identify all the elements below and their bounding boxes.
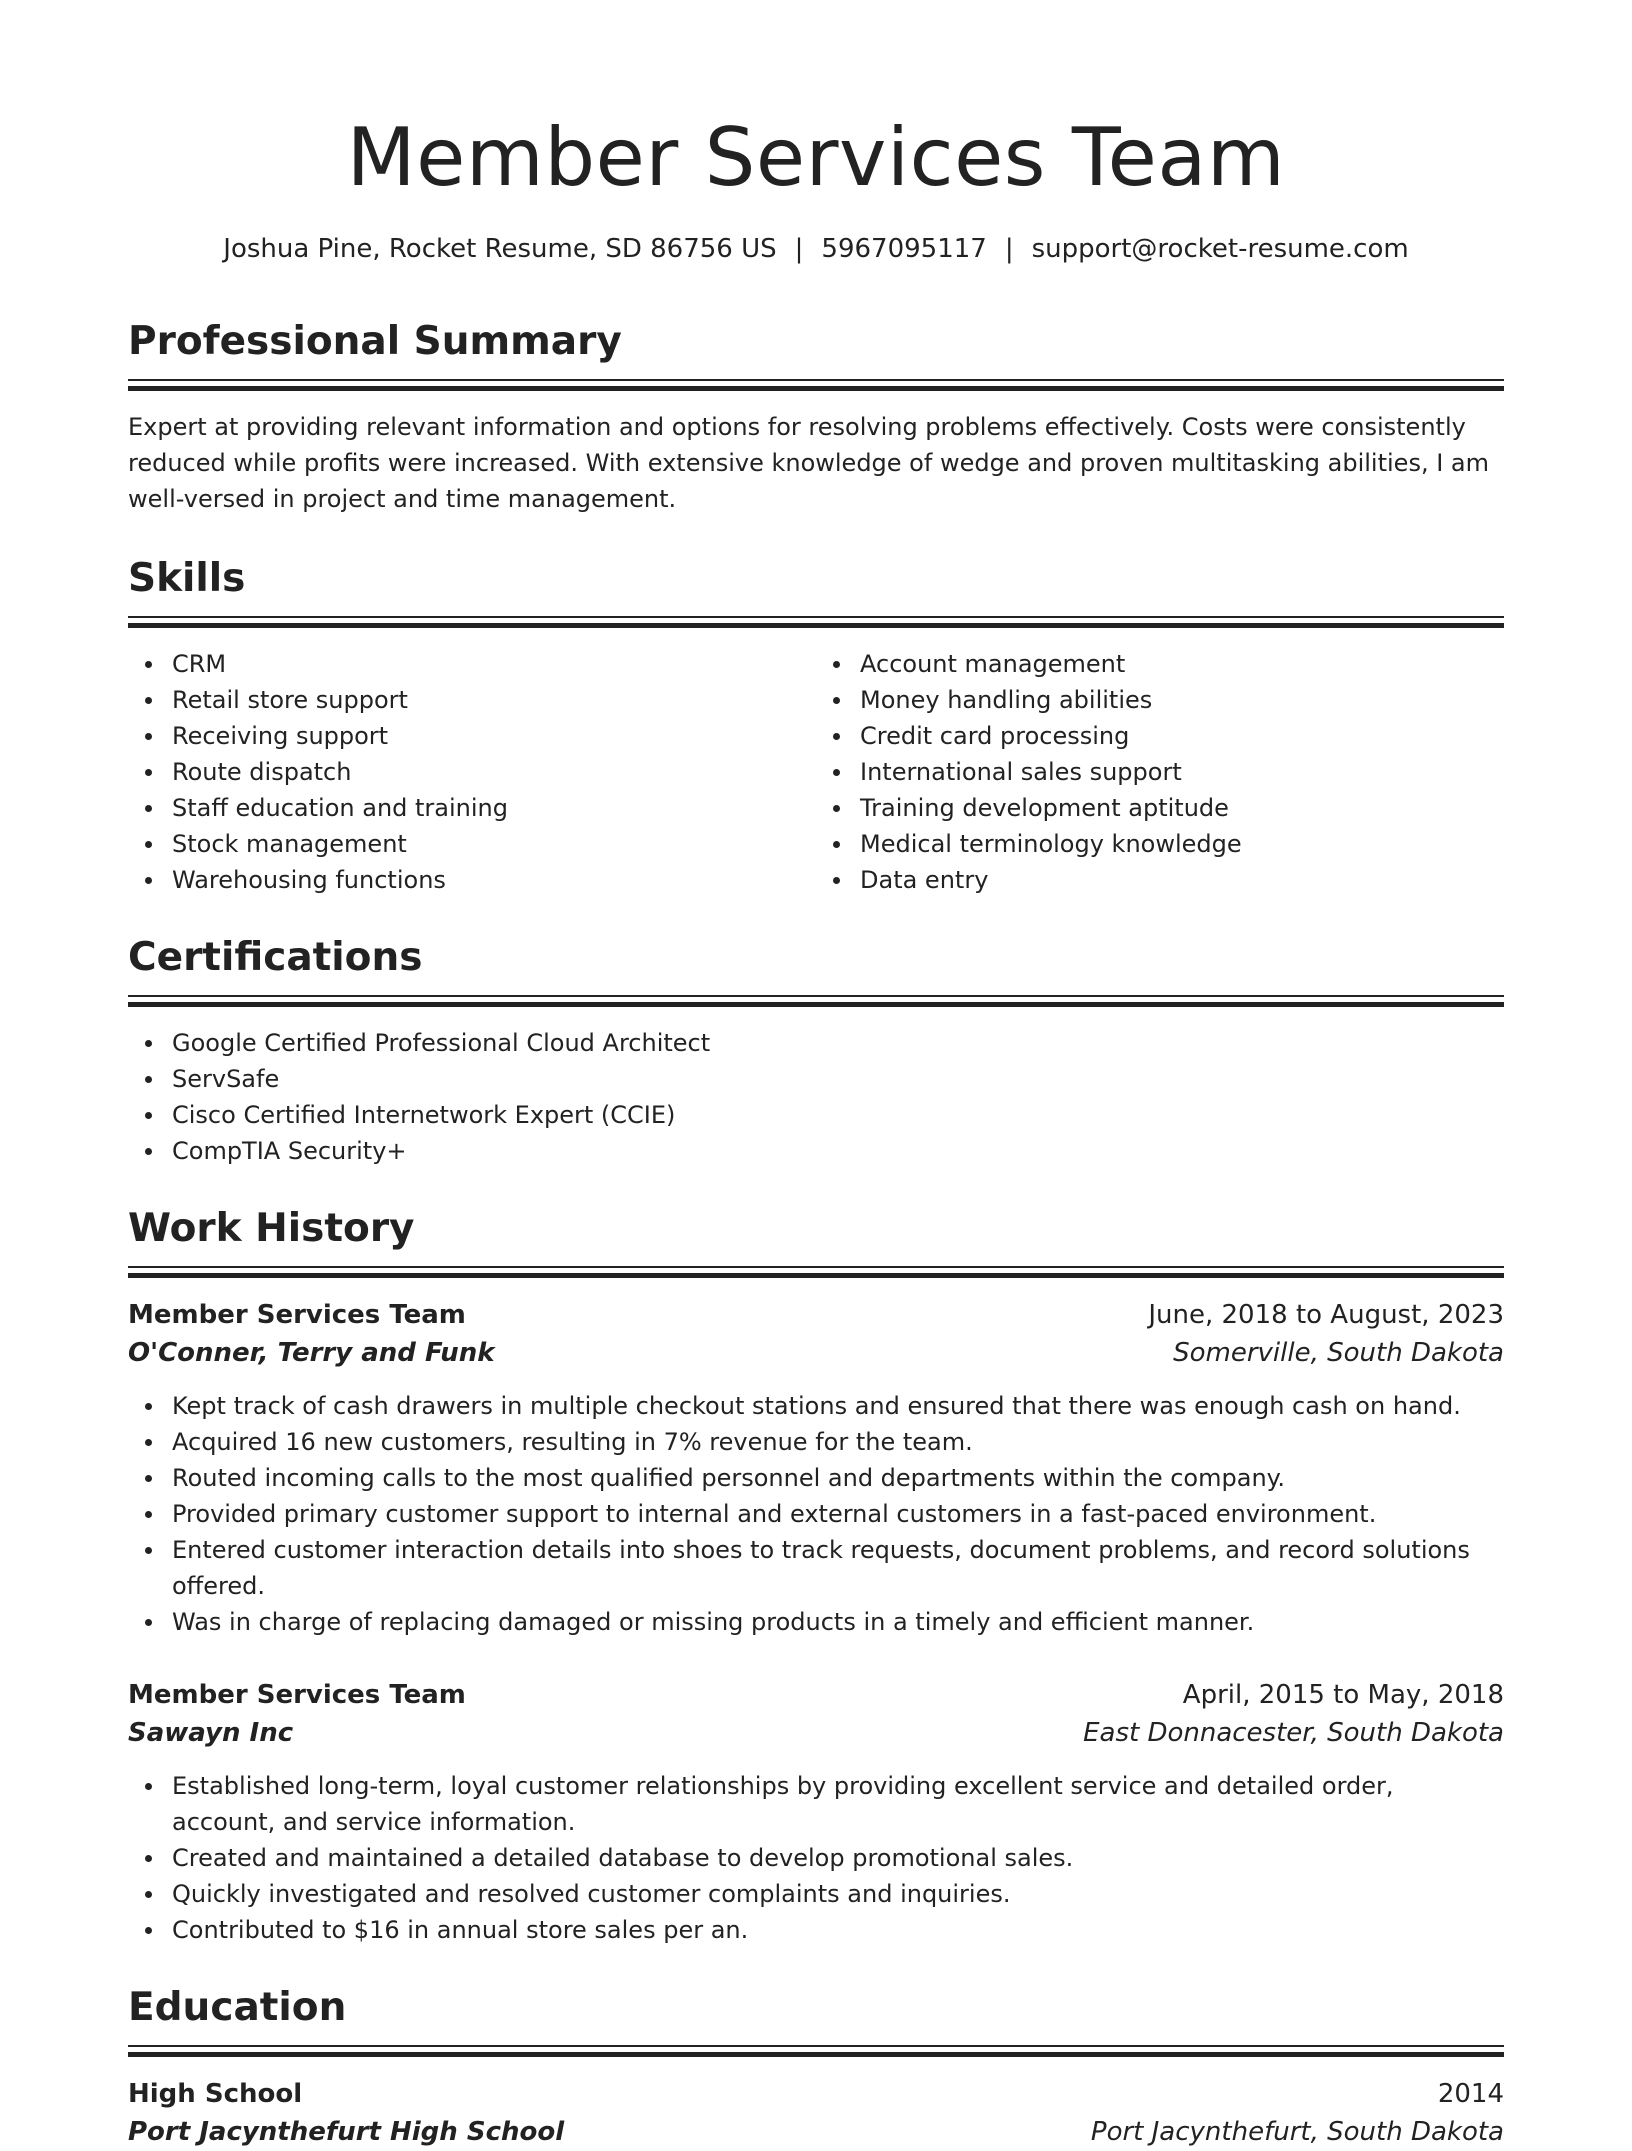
candidate-name: Member Services Team xyxy=(346,111,1286,204)
skill-item: International sales support xyxy=(860,754,1504,790)
skill-item: Retail store support xyxy=(172,682,816,718)
skill-item: Route dispatch xyxy=(172,754,816,790)
job-dates: April, 2015 to May, 2018 xyxy=(1182,1680,1504,1710)
job-bullet: Provided primary customer support to internal and external customers in a fast-paced environment. xyxy=(172,1496,1504,1532)
job-location: East Donnacester, South Dakota xyxy=(1083,1718,1504,1748)
job-subheader xyxy=(128,1714,1504,1752)
education-location: Port Jacynthefurt, South Dakota xyxy=(1090,2117,1504,2147)
section-title: Education xyxy=(128,1985,347,2030)
skill-item: Staff education and training xyxy=(172,790,816,826)
resume-content xyxy=(128,318,1504,2151)
job-bullet: Created and maintained a detailed database to develop promotional sales. xyxy=(172,1840,1504,1876)
skill-item: Training development aptitude xyxy=(860,790,1504,826)
skill-item: Medical terminology knowledge xyxy=(860,826,1504,862)
job-bullet: Routed incoming calls to the most qualified personnel and departments within the company. xyxy=(172,1460,1504,1496)
section-divider xyxy=(128,2045,1504,2057)
job-entry xyxy=(128,1676,1504,1948)
section-divider xyxy=(128,1266,1504,1278)
certification-item: Google Certified Professional Cloud Architect xyxy=(172,1025,1504,1061)
section-title: Work History xyxy=(128,1206,415,1251)
skill-item: Receiving support xyxy=(172,718,816,754)
job-bullet: Entered customer interaction details into shoes to track requests, document problems, and record solutions offered. xyxy=(172,1532,1504,1604)
section-divider xyxy=(128,616,1504,628)
job-subheader xyxy=(128,1334,1504,1372)
job-title: Member Services Team xyxy=(128,1300,466,1330)
section-title: Skills xyxy=(128,556,246,601)
contact-email: support@rocket-resume.com xyxy=(1031,234,1409,264)
skill-item: CRM xyxy=(172,646,816,682)
job-bullet: Kept track of cash drawers in multiple checkout stations and ensured that there was enough cash on hand. xyxy=(172,1388,1504,1424)
section-divider xyxy=(128,995,1504,1007)
job-bullet: Was in charge of replacing damaged or missing products in a timely and efficient manner. xyxy=(172,1604,1504,1640)
contact-separator: | xyxy=(794,234,804,264)
summary-text: Expert at providing relevant information and options for resolving problems effectively. Costs were consistently reduced while profits were increased. With extensive knowledge of wedge and proven multitasking abilities, I am well-versed in project and time management. xyxy=(128,413,1489,513)
summary-section xyxy=(128,318,1504,517)
section-divider xyxy=(128,379,1504,391)
skills-right-list xyxy=(816,646,1504,898)
skill-item: Credit card processing xyxy=(860,718,1504,754)
job-company: Sawayn Inc xyxy=(128,1718,294,1748)
certifications-section xyxy=(128,934,1504,1169)
education-header xyxy=(128,2075,1504,2113)
job-dates: June, 2018 to August, 2023 xyxy=(1148,1300,1504,1330)
education-degree: High School xyxy=(128,2079,303,2109)
skill-item: Account management xyxy=(860,646,1504,682)
job-title: Member Services Team xyxy=(128,1680,466,1710)
job-bullet: Established long-term, loyal customer relationships by providing excellent service and detailed order, account, and service information. xyxy=(172,1768,1504,1840)
education-school: Port Jacynthefurt High School xyxy=(128,2117,565,2147)
skill-item: Data entry xyxy=(860,862,1504,898)
section-title: Certifications xyxy=(128,935,423,980)
skills-grid xyxy=(128,646,1504,898)
job-bullet: Acquired 16 new customers, resulting in 7% revenue for the team. xyxy=(172,1424,1504,1460)
skills-left-list xyxy=(128,646,816,898)
work-history-section xyxy=(128,1205,1504,1948)
certification-item: ServSafe xyxy=(172,1061,1504,1097)
job-header xyxy=(128,1296,1504,1334)
contact-phone: 5967095117 xyxy=(821,234,987,264)
skill-item: Warehousing functions xyxy=(172,862,816,898)
resume-header xyxy=(0,0,1632,264)
contact-address: Joshua Pine, Rocket Resume, SD 86756 US xyxy=(223,234,777,264)
job-location: Somerville, South Dakota xyxy=(1173,1338,1504,1368)
job-company: O'Conner, Terry and Funk xyxy=(128,1338,495,1368)
education-section xyxy=(128,1984,1504,2151)
education-subheader xyxy=(128,2113,1504,2151)
contact-line xyxy=(0,234,1632,264)
contact-separator: | xyxy=(1004,234,1014,264)
job-bullets xyxy=(128,1388,1504,1640)
skill-item: Money handling abilities xyxy=(860,682,1504,718)
certification-item: CompTIA Security+ xyxy=(172,1133,1504,1169)
job-bullet: Quickly investigated and resolved customer complaints and inquiries. xyxy=(172,1876,1504,1912)
skill-item: Stock management xyxy=(172,826,816,862)
job-entry xyxy=(128,1296,1504,1640)
certification-item: Cisco Certified Internetwork Expert (CCIE) xyxy=(172,1097,1504,1133)
job-bullet: Contributed to $16 in annual store sales per an. xyxy=(172,1912,1504,1948)
job-bullets xyxy=(128,1768,1504,1948)
education-year: 2014 xyxy=(1437,2079,1504,2109)
skills-section xyxy=(128,555,1504,898)
job-header xyxy=(128,1676,1504,1714)
certifications-list xyxy=(128,1025,1504,1169)
section-title: Professional Summary xyxy=(128,319,622,364)
